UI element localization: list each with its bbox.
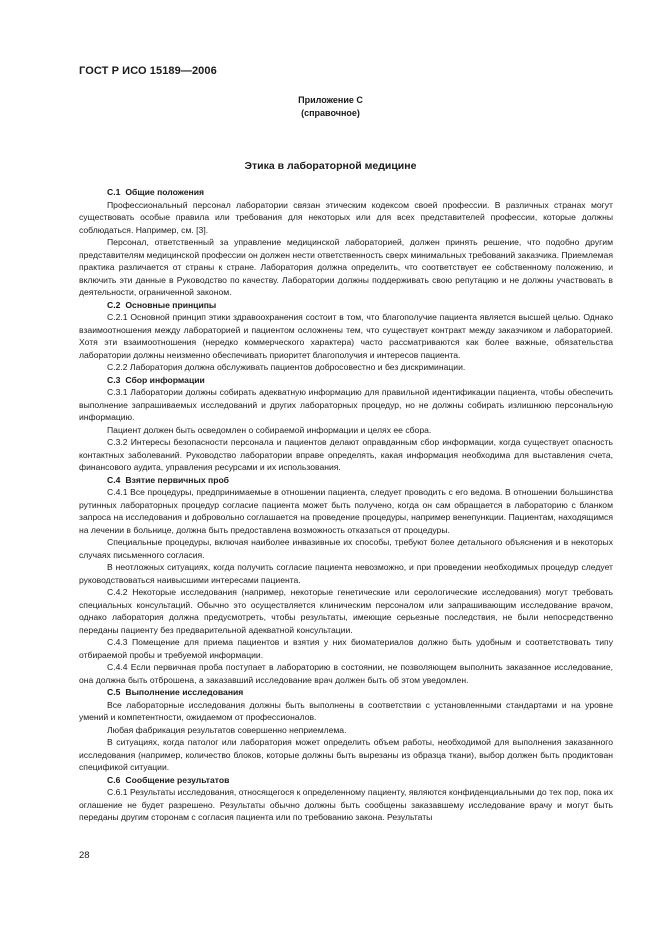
paragraph: Специальные процедуры, включая наиболее инвазивные их способы, требуют более детального объяснения и в некоторых случаях письменного согласия. — [79, 537, 613, 560]
paragraph: Любая фабрикация результатов совершенно неприемлема. — [107, 724, 347, 735]
subsection-title: Сообщение результатов — [125, 774, 230, 785]
annex-subtitle: (справочное) — [301, 108, 360, 118]
paragraph: С.4.1 Все процедуры, предпринимаемые в отношении пациента, следует проводить с его ведома. В отношении большинства рутинных лабораторных процедур согласие пациента может быть получено, когда он сам обращается в лабораторию с бланком запроса на исследования и добровольно соглашается на проведение процедуры, например венепункции. Пациентам, находящимся на лечении в больнице, должна быть предоставлена возможность отказаться от процедуры. — [79, 487, 613, 535]
subsection-title: Основные принципы — [125, 299, 217, 310]
paragraph: С.4.3 Помещение для приема пациентов и взятия у них биоматериалов должно быть удобным и соответствовать типу отбираемой пробы и требуемой информации. — [79, 637, 613, 660]
subsection-heading — [79, 474, 613, 487]
annex-title: Приложение С — [298, 95, 363, 105]
subsection-number: С.2 — [107, 299, 121, 310]
paragraph: Все лабораторные исследования должны быть выполнены в соответствии с установленными стандартами и на уровне умений и компетентности, ожидаемом от профессионалов. — [79, 699, 613, 722]
annex-heading — [0, 94, 661, 120]
subsection-title: Взятие первичных проб — [125, 474, 229, 485]
body-text — [79, 186, 613, 824]
subsection-number: С.4 — [107, 474, 121, 485]
paragraph: В ситуациях, когда патолог или лаборатория может определить объем работы, необходимой для выполнения заказанного исследования (например, количество блоков, которые должны быть вырезаны из образца ткани), выбор должен быть продиктован спецификой ситуации. — [79, 737, 613, 772]
paragraph: С.2.2 Лаборатория должна обслуживать пациентов добросовестно и без дискриминации. — [107, 362, 466, 372]
subsection-number: С.3 — [107, 374, 121, 385]
section-title: Этика в лабораторной медицине — [244, 160, 417, 172]
subsection-heading — [79, 774, 613, 787]
paragraph: В неотложных ситуациях, когда получить согласие пациента невозможно, и при проведении необходимых процедур следует руководствоваться наивысшими интересами пациента. — [79, 562, 613, 585]
paragraph: С.3.1 Лаборатории должны собирать адекватную информацию для правильной идентификации пациента, чтобы обеспечить выполнение запрашиваемых исследований и других лабораторных процедур, но не должны собирать излишнюю персональную информацию. — [79, 387, 613, 422]
paragraph: Пациент должен быть осведомлен о собираемой информации и целях ее сбора. — [107, 424, 432, 435]
paragraph: С.2.1 Основной принцип этики здравоохранения состоит в том, что благополучие пациента является высшей целью. Однако взаимоотношения между лабораторией и пациентом осложнены тем, что существует контракт между заказчиком и лабораторией. Хотя эти взаимоотношения (нередко коммерческого характера) часто рассматриваются как более важные, обязательства лаборатории должны неизменно обеспечивать приоритет благополучия и интересов пациента. — [79, 312, 613, 360]
subsection-heading — [79, 374, 613, 387]
paragraph: С.3.2 Интересы безопасности персонала и пациентов делают оправданным сбор информации, когда существует опасность контактных заболеваний. Руководство лаборатории вправе определять, какая информация необходима для выставления счета, финансового аудита, управления ресурсами и их использования. — [79, 437, 613, 472]
paragraph: С.6.1 Результаты исследования, относящегося к определенному пациенту, являются конфиденциальными до тех пор, пока их оглашение не будет разрешено. Результаты обычно должны быть сообщены заказавшему исследование врачу и могут быть переданы другим сторонам с согласия пациента или по требованию закона. Результаты — [79, 787, 613, 822]
subsection-number: С.1 — [107, 187, 121, 197]
subsection-title: Общие положения — [125, 187, 205, 197]
paragraph: Профессиональный персонал лаборатории связан этическим кодексом своей профессии. В различных странах могут существовать особые правила или требования для некоторых или для всех представителей профессии, которые должны соблюдаться. Например, см. [3]. — [79, 199, 613, 235]
paragraph: С.4.4 Если первичная проба поступает в лабораторию в состоянии, не позволяющем выполнить заказанное исследование, она должна быть отброшена, а заказавший исследование врач должен быть об этом уведомлен. — [79, 662, 613, 685]
subsection-heading — [79, 686, 613, 699]
subsection-heading — [79, 186, 613, 199]
page-number: 28 — [79, 850, 90, 861]
subsection-number: С.5 — [107, 687, 121, 697]
subsection-title: Выполнение исследования — [125, 687, 244, 697]
document-header: ГОСТ Р ИСО 15189—2006 — [79, 65, 217, 77]
subsection-heading — [79, 299, 613, 312]
subsection-number: С.6 — [107, 774, 121, 785]
subsection-title: Сбор информации — [125, 374, 205, 385]
paragraph: Персонал, ответственный за управление медицинской лабораторией, должен принять решение, что подобно другим представителям медицинской профессии он должен нести ответственность сверх минимальных требований заказчика. Приемлемая практика различается от страны к стране. Лаборатория должна определить, что соответствует ее собственному положению, и включить эти данные в Руководство по качеству. Лаборатории должны поддерживать свою репутацию и не должны участвовать в деятельности, ограниченной законом. — [79, 237, 613, 297]
paragraph: С.4.2 Некоторые исследования (например, некоторые генетические или серологические исследования) могут требовать специальных консультаций. Обычно это осуществляется клиническим персоналом или запрашивающим исследование врачом, однако лаборатория должна предусмотреть, чтобы результаты, имеющие серьезные последствия, не были непосредственно переданы пациенту без предварительной адекватной консультации. — [79, 587, 613, 635]
